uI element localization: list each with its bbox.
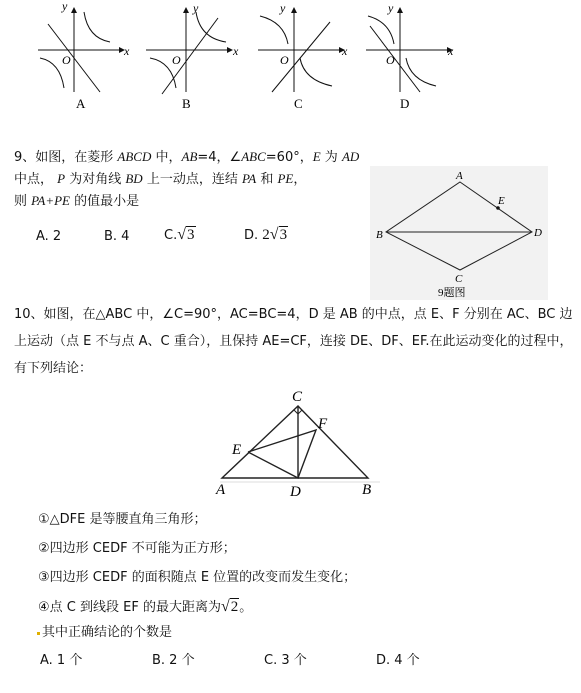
q9-line-3: 则 PA+PE 的值最小是	[14, 193, 140, 209]
graph-c-x-label: x	[342, 44, 348, 58]
q10-conclusion-3: ③四边形 CEDF 的面积随点 E 位置的改变而发生变化；	[38, 570, 357, 585]
q10-line-3: 有下列结论：	[14, 361, 93, 376]
q10-conclusion-2: ②四边形 CEDF 不可能为正方形；	[38, 541, 236, 556]
label-d: D	[290, 484, 301, 500]
q10-conclusion-1: ①△DFE 是等腰直角三角形；	[38, 512, 207, 527]
label-a: A	[216, 482, 226, 498]
q10-triangle-figure	[212, 386, 388, 502]
graph-c-y-label: y	[280, 1, 286, 15]
label-c: C	[455, 273, 463, 285]
q10-line-2: 上运动（点 E 不与点 A、C 重合），且保持 AE=CF，连接 DE、DF、EF.在此运动变化的过程中，	[14, 334, 573, 349]
triangle-def	[248, 430, 316, 478]
q10-conclusion-4: ④点 C 到线段 EF 的最大距离为√2。	[38, 598, 253, 615]
graph-d-y-label: y	[388, 1, 394, 15]
q10-option-a[interactable]: A. 1 个	[40, 653, 83, 668]
graph-b-origin: O	[172, 53, 181, 67]
q9-option-a[interactable]: A. 2	[36, 229, 62, 244]
graph-c	[258, 8, 344, 92]
label-a: A	[456, 170, 463, 182]
cursor-mark	[37, 632, 40, 635]
q10-option-b[interactable]: B. 2 个	[152, 653, 195, 668]
label-e: E	[498, 195, 505, 207]
q10-option-d[interactable]: D. 4 个	[376, 653, 420, 668]
label-e: E	[232, 442, 242, 458]
graph-b-x-label: x	[233, 44, 239, 58]
label-f: F	[318, 416, 328, 432]
q10-option-c[interactable]: C. 3 个	[264, 653, 307, 668]
graph-b-option: B	[182, 96, 191, 111]
label-c: C	[292, 389, 303, 405]
q9-rhombus-figure	[368, 166, 550, 302]
label-b: B	[376, 229, 383, 241]
graph-d-x-label: x	[448, 44, 454, 58]
q10-line-1: 10、如图，在△ABC 中，∠C=90°，AC=BC=4，D 是 AB 的中点，点 E、F 分别在 AC、BC 边	[14, 307, 573, 322]
q9-option-d[interactable]: D. 2√3	[244, 226, 288, 243]
graph-b-y-label: y	[193, 1, 199, 15]
label-b: B	[362, 482, 372, 498]
graph-c-origin: O	[280, 53, 289, 67]
q9-line-1: 9、如图，在菱形 ABCD 中，AB=4，∠ABC=60°，E 为 AD	[14, 149, 360, 165]
q9-option-c[interactable]: C.√3	[164, 226, 195, 243]
q9-line-2: 中点， P 为对角线 BD 上一动点，连结 PA 和 PE，	[14, 171, 307, 187]
q9-option-b[interactable]: B. 4	[104, 229, 130, 244]
q10-question: 其中正确结论的个数是	[42, 625, 173, 640]
graph-a	[38, 8, 124, 92]
graph-a-x-label: x	[124, 44, 130, 58]
option-graphs	[0, 0, 581, 118]
graph-b	[146, 8, 232, 94]
graph-a-origin: O	[62, 53, 71, 67]
graph-a-y-label: y	[62, 0, 68, 13]
triangle-abc	[222, 406, 368, 478]
graph-d-option: D	[400, 96, 410, 111]
graph-c-option: C	[294, 96, 303, 111]
graph-a-option: A	[76, 96, 86, 111]
label-d: D	[534, 227, 542, 239]
figure-caption: 9题图	[438, 287, 466, 299]
graph-d	[366, 8, 452, 92]
graph-d-origin: O	[386, 53, 395, 67]
